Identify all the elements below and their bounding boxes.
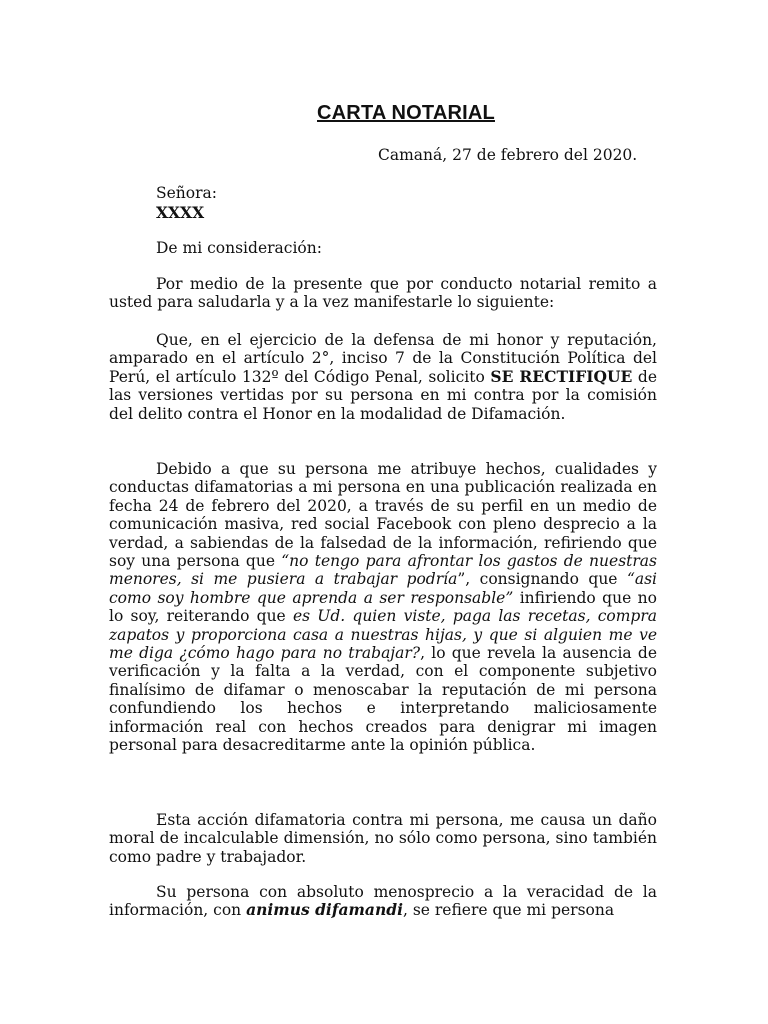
paragraph-intro-text: Por medio de la presente que por conducto notarial remito a usted para saludarla y a la vez manifestarle lo siguiente:	[109, 275, 657, 312]
paragraph-damage-text: Esta acción difamatoria contra mi persona, me causa un daño moral de incalculable dimensión, no sólo como persona, sino también como padre y trabajador.	[109, 811, 657, 866]
paragraph-facts-text-3: infiriendo que no lo soy, reiterando que	[109, 588, 657, 626]
document-title: CARTA NOTARIAL	[317, 102, 495, 124]
paragraph-animus-text-2: , se refiere que mi persona	[402, 901, 615, 920]
quote-3: es Ud. quien viste, paga las recetas, compra zapatos y proporciona casa a nuestras hijas, y que si alguien me ve me diga ¿cómo hago para no trabajar?	[109, 607, 657, 663]
paragraph-animus	[109, 883, 657, 920]
paragraph-rectification-text-2: de las versiones vertidas por su persona en mi contra por la comisión del delito contra el Honor en la modalidad de Difamación.	[109, 367, 657, 423]
greeting: De mi consideración:	[156, 239, 322, 257]
paragraph-facts	[109, 460, 657, 755]
rectification-emphasis: SE RECTIFIQUE	[490, 366, 633, 386]
paragraph-intro	[109, 275, 657, 312]
paragraph-facts-text-1: Debido a que su persona me atribuye hechos, cualidades y conductas difamatorias a mi persona en una publicación realizada en fecha 24 de febrero del 2020, a través de su perfil en un medio de comunicación masiva, red social Facebook con pleno desprecio a la verdad, a sabiendas de la falsedad de la información, refiriendo que soy una persona que	[109, 460, 657, 571]
paragraph-rectification-text-1: Que, en el ejercicio de la defensa de mi honor y reputación, amparado en el artículo 2°, inciso 7 de la Constitución Política del Perú, el artículo 132º del Código Penal, solicito	[109, 331, 657, 386]
paragraph-facts-text-4: , lo que revela la ausencia de verificación y la falta a la verdad, con el componente subjetivo finalísimo de difamar o menoscabar la reputación de mi persona confundiendo los hechos e interpretando maliciosamente información real con hechos creados para denigrar mi imagen personal para desacreditarme ante la opinión pública.	[109, 644, 657, 755]
animus-difamandi-emphasis: animus difamandi	[246, 900, 403, 920]
paragraph-animus-text-1: Su persona con absoluto menosprecio a la veracidad de la información, con	[109, 883, 657, 920]
paragraph-rectification	[109, 331, 657, 423]
recipient-label: Señora:	[156, 184, 217, 202]
date-line: Camaná, 27 de febrero del 2020.	[378, 146, 638, 164]
paragraph-damage	[109, 811, 657, 866]
quote-2: “asi como soy hombre que aprenda a ser responsable”	[109, 570, 658, 607]
quote-1: “no tengo para afrontar los gastos de nuestras menores, si me pusiera a trabajar podría	[109, 552, 657, 589]
paragraph-facts-text-2: ”, consignando que	[457, 570, 627, 589]
recipient-name: XXXX	[156, 203, 205, 222]
